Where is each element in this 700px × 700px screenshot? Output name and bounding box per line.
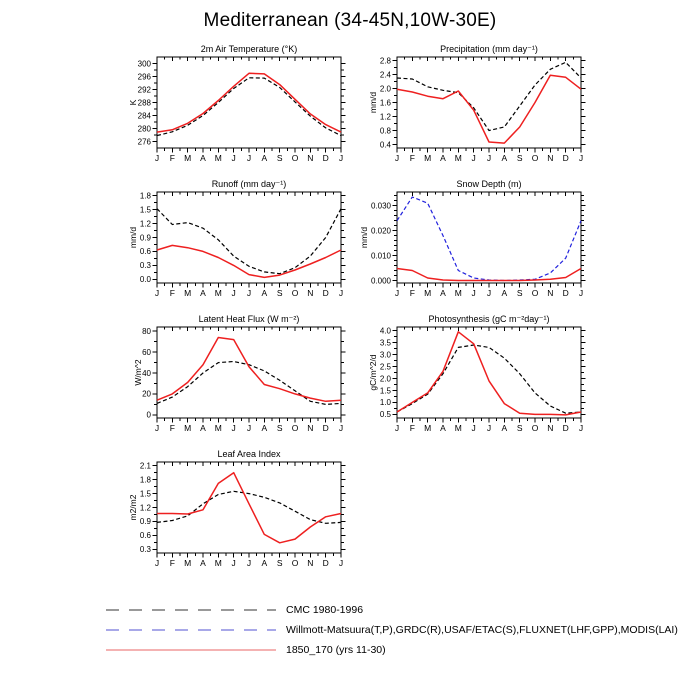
x-tick-label: A [200, 288, 206, 298]
legend-item [105, 600, 678, 620]
y-tick-label: 0.8 [379, 126, 391, 136]
y-tick-label: 2.4 [379, 70, 391, 80]
x-tick-label: S [516, 288, 523, 298]
x-tick-label: M [184, 153, 192, 163]
chart-runoff [91, 178, 351, 312]
x-tick-label: J [154, 423, 160, 433]
x-tick-label: A [501, 423, 508, 433]
x-tick-label: A [261, 153, 268, 163]
y-tick-label: 2.5 [379, 362, 391, 372]
legend-item-label: 1850_170 (yrs 11-30) [286, 644, 386, 656]
x-tick-label: A [261, 288, 268, 298]
x-tick-label: F [169, 558, 175, 568]
x-tick-label: J [471, 153, 476, 163]
x-tick-label: J [394, 153, 400, 163]
y-tick-label: 296 [137, 72, 151, 82]
series-line [157, 491, 341, 523]
legend-line-sample [105, 625, 277, 635]
x-tick-label: D [322, 288, 329, 298]
x-tick-label: J [578, 153, 584, 163]
x-tick-label: M [214, 153, 222, 163]
y-tick-label: 0.010 [370, 251, 391, 261]
x-tick-label: F [169, 153, 175, 163]
y-tick-label: 0.0 [139, 275, 151, 285]
x-tick-label: J [338, 288, 344, 298]
series-line [157, 78, 341, 136]
x-tick-label: O [291, 288, 299, 298]
x-tick-label: J [394, 288, 400, 298]
chart-title: Photosynthesis (gC m⁻²day⁻¹) [428, 314, 550, 324]
x-tick-label: F [409, 288, 415, 298]
x-tick-label: J [338, 153, 344, 163]
y-tick-label: 284 [137, 111, 151, 121]
x-tick-label: A [501, 153, 508, 163]
x-tick-label: A [200, 558, 206, 568]
chart-canvas [91, 43, 351, 177]
x-tick-label: O [531, 288, 539, 298]
x-tick-label: M [454, 153, 462, 163]
y-tick-label: 300 [137, 59, 151, 69]
x-tick-label: O [531, 153, 539, 163]
y-tick-label: 0.030 [370, 201, 391, 211]
x-tick-label: J [486, 153, 492, 163]
x-tick-label: M [454, 423, 462, 433]
chart-latent-heat-flux [91, 313, 351, 447]
y-axis-label: gC/m^2/d [368, 354, 379, 391]
y-tick-label: 1.5 [139, 489, 151, 499]
y-tick-label: 3.5 [379, 338, 391, 348]
chart-leaf-area-index [91, 448, 351, 582]
x-tick-label: M [184, 288, 192, 298]
chart-title: Leaf Area Index [217, 449, 281, 459]
x-tick-label: A [440, 153, 446, 163]
x-tick-label: J [231, 423, 236, 433]
y-axis-label: mm/d [359, 226, 369, 249]
legend-item-label: Willmott-Matsuura(T,P),GRDC(R),USAF/ETAC(S),FLUXNET(LHF,GPP),MODIS(LAI) [286, 624, 678, 636]
x-tick-label: S [516, 153, 523, 163]
y-tick-label: 0.9 [139, 517, 151, 527]
x-tick-label: S [516, 423, 523, 433]
y-tick-label: 1.6 [379, 98, 391, 108]
x-tick-label: D [322, 558, 329, 568]
legend-item [105, 620, 678, 640]
y-tick-label: 0.3 [139, 545, 151, 555]
chart-canvas [91, 178, 351, 312]
x-tick-label: A [200, 423, 206, 433]
y-tick-label: 1.8 [139, 191, 151, 201]
x-tick-label: J [338, 423, 344, 433]
x-tick-label: J [578, 423, 584, 433]
x-tick-label: J [486, 288, 492, 298]
y-tick-label: 2.8 [379, 56, 391, 66]
y-tick-label: 0.4 [379, 140, 391, 150]
x-tick-label: J [394, 423, 400, 433]
chart-photosynthesis [331, 313, 591, 447]
y-tick-label: 288 [137, 98, 151, 108]
legend-line-sample [105, 605, 277, 615]
x-tick-label: M [424, 153, 432, 163]
y-axis-label: W/m^2 [132, 359, 143, 386]
y-tick-label: 1.2 [379, 112, 391, 122]
page-title: Mediterranean (34-45N,10W-30E) [203, 10, 497, 31]
y-tick-label: 40 [142, 368, 151, 378]
x-tick-label: N [307, 288, 314, 298]
x-tick-label: N [547, 153, 554, 163]
series-line [157, 209, 341, 274]
x-tick-label: N [307, 153, 314, 163]
series-line [397, 62, 581, 130]
x-tick-label: S [276, 558, 283, 568]
x-tick-label: J [338, 558, 344, 568]
y-tick-label: 20 [142, 389, 151, 399]
series-line [397, 197, 581, 281]
axes [380, 56, 586, 163]
x-tick-label: A [261, 558, 268, 568]
x-tick-label: F [409, 423, 415, 433]
y-axis-label: mm/d [128, 226, 139, 249]
chart-title: Precipitation (mm day⁻¹) [440, 44, 538, 54]
x-tick-label: J [486, 423, 492, 433]
chart-title: Latent Heat Flux (W m⁻²) [198, 314, 300, 324]
x-tick-label: D [322, 423, 329, 433]
x-tick-label: J [231, 558, 236, 568]
x-tick-label: N [547, 288, 554, 298]
y-tick-label: 60 [142, 347, 151, 357]
x-tick-label: M [184, 558, 192, 568]
y-tick-label: 2.0 [379, 84, 391, 94]
y-tick-label: 280 [137, 124, 151, 134]
x-tick-label: J [231, 153, 236, 163]
y-tick-label: 0 [146, 410, 151, 420]
x-tick-label: N [307, 558, 314, 568]
y-tick-label: 1.5 [379, 386, 391, 396]
chart-canvas [91, 448, 351, 582]
series-line [157, 473, 341, 543]
x-tick-label: D [562, 288, 569, 298]
y-tick-label: 0.3 [139, 261, 151, 271]
y-tick-label: 1.8 [139, 475, 151, 485]
axes [138, 57, 346, 163]
axes [380, 326, 586, 433]
x-tick-label: J [246, 558, 252, 568]
x-tick-label: M [184, 423, 192, 433]
x-tick-label: D [562, 153, 569, 163]
x-tick-label: J [246, 153, 252, 163]
y-axis-label: m2/m2 [128, 494, 139, 521]
x-tick-label: N [547, 423, 554, 433]
y-tick-label: 1.2 [139, 503, 151, 513]
x-tick-label: D [322, 153, 329, 163]
axes [371, 192, 586, 298]
x-tick-label: A [440, 423, 446, 433]
series-line [157, 245, 341, 277]
x-tick-label: A [440, 288, 446, 298]
y-tick-label: 80 [142, 326, 151, 336]
series-line [157, 338, 341, 402]
x-tick-label: J [471, 288, 476, 298]
chart-canvas [331, 43, 591, 177]
chart-title: Runoff (mm day⁻¹) [211, 179, 287, 189]
x-tick-label: A [501, 288, 508, 298]
y-axis-label: K [128, 99, 139, 106]
y-tick-label: 0.6 [139, 531, 151, 541]
chart-snow-depth [331, 178, 591, 312]
y-tick-label: 3.0 [379, 350, 391, 360]
y-tick-label: 1.0 [379, 398, 391, 408]
chart-2m-air-temperature [91, 43, 351, 177]
y-tick-label: 0.020 [370, 226, 391, 236]
y-tick-label: 292 [137, 85, 151, 95]
chart-canvas [331, 313, 591, 447]
series-line [157, 73, 341, 132]
x-tick-label: J [578, 288, 584, 298]
x-tick-label: M [424, 423, 432, 433]
x-tick-label: O [291, 423, 299, 433]
x-tick-label: O [531, 423, 539, 433]
y-tick-label: 0.000 [370, 276, 391, 286]
x-tick-label: O [291, 558, 299, 568]
x-tick-label: S [276, 153, 283, 163]
x-tick-label: F [169, 423, 175, 433]
x-tick-label: J [231, 288, 236, 298]
chart-canvas [91, 313, 351, 447]
series-line [157, 362, 341, 405]
x-tick-label: M [214, 423, 222, 433]
x-tick-label: N [307, 423, 314, 433]
x-tick-label: M [454, 288, 462, 298]
x-tick-label: J [471, 423, 476, 433]
x-tick-label: F [409, 153, 415, 163]
x-tick-label: D [562, 423, 569, 433]
x-tick-label: A [261, 423, 268, 433]
axes [140, 462, 346, 568]
x-tick-label: O [291, 153, 299, 163]
x-tick-label: J [246, 423, 252, 433]
chart-title: 2m Air Temperature (°K) [200, 44, 298, 54]
y-tick-label: 0.6 [139, 247, 151, 257]
series-line [397, 332, 581, 415]
x-tick-label: A [200, 153, 206, 163]
x-tick-label: S [276, 423, 283, 433]
legend-item-label: CMC 1980-1996 [286, 604, 364, 616]
x-tick-label: J [154, 558, 160, 568]
x-tick-label: M [214, 558, 222, 568]
x-tick-label: F [169, 288, 175, 298]
y-tick-label: 2.1 [139, 461, 151, 471]
y-tick-label: 2.0 [379, 374, 391, 384]
x-tick-label: J [154, 153, 160, 163]
y-tick-label: 276 [137, 137, 151, 147]
legend-line-sample [105, 645, 277, 655]
chart-title: Snow Depth (m) [456, 179, 522, 189]
legend [105, 600, 678, 660]
y-tick-label: 4.0 [379, 326, 391, 336]
chart-canvas [331, 178, 591, 312]
x-tick-label: M [214, 288, 222, 298]
axes [140, 192, 346, 298]
y-tick-label: 0.9 [139, 233, 151, 243]
y-tick-label: 1.5 [139, 205, 151, 215]
chart-precipitation [331, 43, 591, 177]
y-tick-label: 1.2 [139, 219, 151, 229]
x-tick-label: J [154, 288, 160, 298]
x-tick-label: J [246, 288, 252, 298]
y-tick-label: 0.5 [379, 410, 391, 420]
y-axis-label: mm/d [368, 91, 379, 114]
x-tick-label: M [424, 288, 432, 298]
axes [142, 327, 345, 433]
x-tick-label: S [276, 288, 283, 298]
legend-item [105, 640, 678, 660]
